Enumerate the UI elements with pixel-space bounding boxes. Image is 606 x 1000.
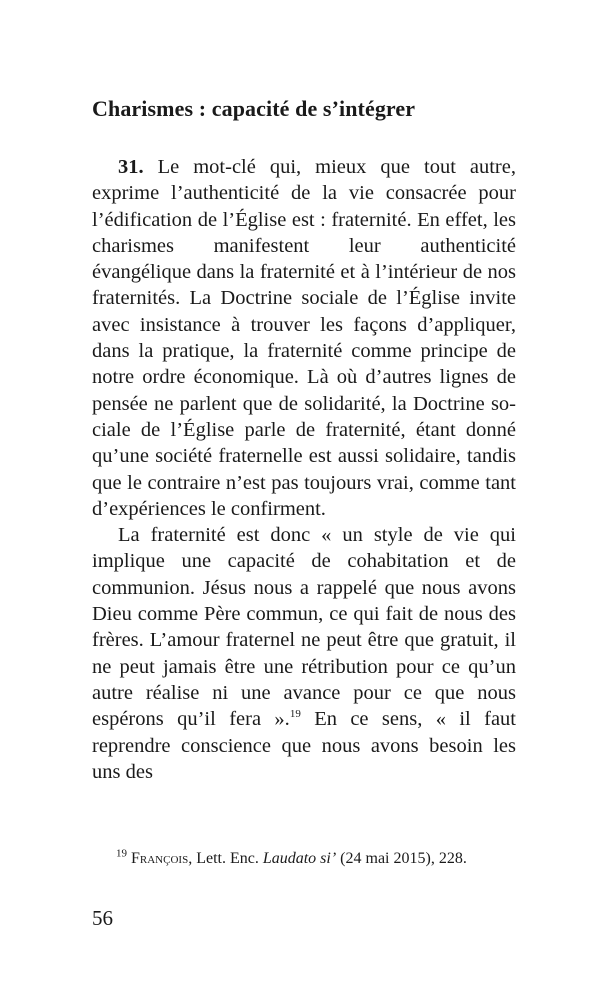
- paragraph-number: 31.: [118, 156, 144, 178]
- section-heading: Charismes : capacité de s’intégrer: [92, 96, 416, 121]
- footnote: [92, 849, 516, 869]
- footnote-text-b: (24 mai 2015), 228.: [336, 850, 467, 867]
- footnote-marker: 19: [116, 847, 127, 860]
- footnote-text-a: , Lett. Enc.: [188, 850, 263, 867]
- paragraph-text-a: La fraternité est donc « un style de vie qui implique une capacité de cohabitation et de communion. Jésus nous a rappelé que nous avons Dieu comme Père commun, ce qui fait de nous des frères. L’amour fraternel ne peut être que gratuit, il ne peut jamais être une rétribution pour ce qu’un autre réalise ni une avance pour ce que nous espérons qu’il fera ».: [92, 524, 516, 731]
- footnote-author: François: [131, 850, 189, 867]
- paragraph-31-text: Le mot-clé qui, mieux que tout autre, exprime l’authenticité de la vie consacrée pour l’édification de l’Église est : fraternité. En effet, les charismes manifestent leur authenticité évangélique dans la fraternité et à l’intérieur de nos fraternités. La Doctrine sociale de l’Église invite avec insistance à trouver les façons d’appliquer, dans la pratique, la fraternité comme principe de notre ordre économique. Là où d’autres lignes de pensée ne parlent que de solidarité, la Doctrine sociale de l’Église parle de fraternité, étant donné qu’une société fraternelle est aussi solidaire, tandis que le contraire n’est pas toujours vrai, comme tant d’expériences le confirment.: [92, 156, 516, 520]
- page-number: 56: [92, 906, 113, 930]
- page-body: [92, 96, 516, 785]
- paragraph-31: [92, 154, 516, 522]
- paragraph-text-b: En ce sens, « il faut reprendre conscience que nous avons besoin les uns des: [92, 708, 516, 783]
- footnote-reference[interactable]: 19: [289, 708, 301, 721]
- paragraph-fraternite: [92, 522, 516, 785]
- footnote-title: Laudato si’: [262, 850, 337, 867]
